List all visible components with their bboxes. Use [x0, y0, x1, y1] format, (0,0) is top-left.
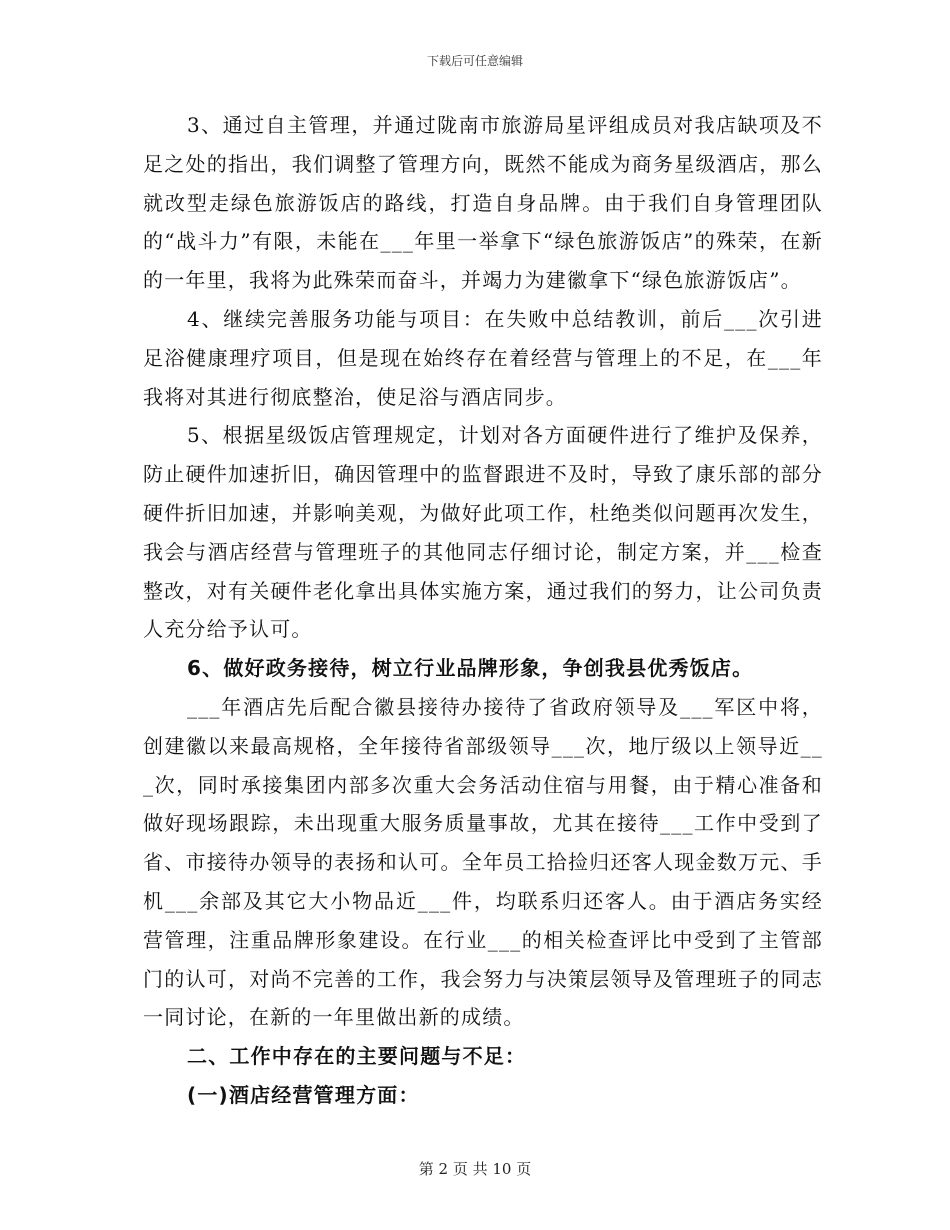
subsection-heading-management: (一)酒店经营管理方面：	[187, 1082, 420, 1107]
document-body	[143, 106, 823, 1115]
paragraph-item-3: 3、通过自主管理，并通过陇南市旅游局星评组成员对我店缺项及不足之处的指出，我们调整了管理方向，既然不能成为商务星级酒店，那么就改型走绿色旅游饭店的路线，打造自身品牌。由于我们自身管理团队的“战斗力”有限，未能在___年里一举拿下“绿色旅游饭店”的殊荣，在新的一年里，我将为此殊荣而奋斗，并竭力为建徽拿下“绿色旅游饭店”。	[143, 113, 823, 293]
page-header: 下载后可任意编辑	[426, 54, 523, 68]
paragraph-reception: ___年酒店先后配合徽县接待办接待了省政府领导及___军区中将，创建徽以来最高规格，全年接待省部级领导___次，地厅级以上领导近___次，同时承接集团内部多次重大会务活动住宿与用餐，由于精心准备和做好现场跟踪，未出现重大服务质量事故，尤其在接待___工作中受到了省、市接待办领导的表扬和认可。全年员工拾捡归还客人现金数万元、手机___余部及其它大小物品近___件，均联系归还客人。由于酒店务实经营管理，注重品牌形象建设。在行业___的相关检查评比中受到了主管部门的认可，对尚不完善的工作，我会努力与决策层领导及管理班子的同志一同讨论，在新的一年里做出新的成绩。	[143, 694, 823, 1030]
paragraph-item-4: 4、继续完善服务功能与项目：在失败中总结教训，前后___次引进足浴健康理疗项目，但是现在始终存在着经营与管理上的不足，在___年我将对其进行彻底整治，使足浴与酒店同步。	[143, 306, 823, 409]
section-heading-problems: 二、工作中存在的主要问题与不足：	[187, 1044, 527, 1069]
paragraph-item-5: 5、根据星级饭店管理规定，计划对各方面硬件进行了维护及保养，防止硬件加速折旧，确因管理中的监督跟进不及时，导致了康乐部的部分硬件折旧加速，并影响美观，为做好此项工作，杜绝类似问题再次发生，我会与酒店经营与管理班子的其他同志仔细讨论，制定方案，并___检查整改，对有关硬件老化拿出具体实施方案，通过我们的努力，让公司负责人充分给予认可。	[143, 423, 823, 642]
page-footer: 第 2 页 共 10 页	[418, 1160, 532, 1178]
section-heading-item-6: 6、做好政务接待，树立行业品牌形象，争创我县优秀饭店。	[187, 656, 754, 681]
